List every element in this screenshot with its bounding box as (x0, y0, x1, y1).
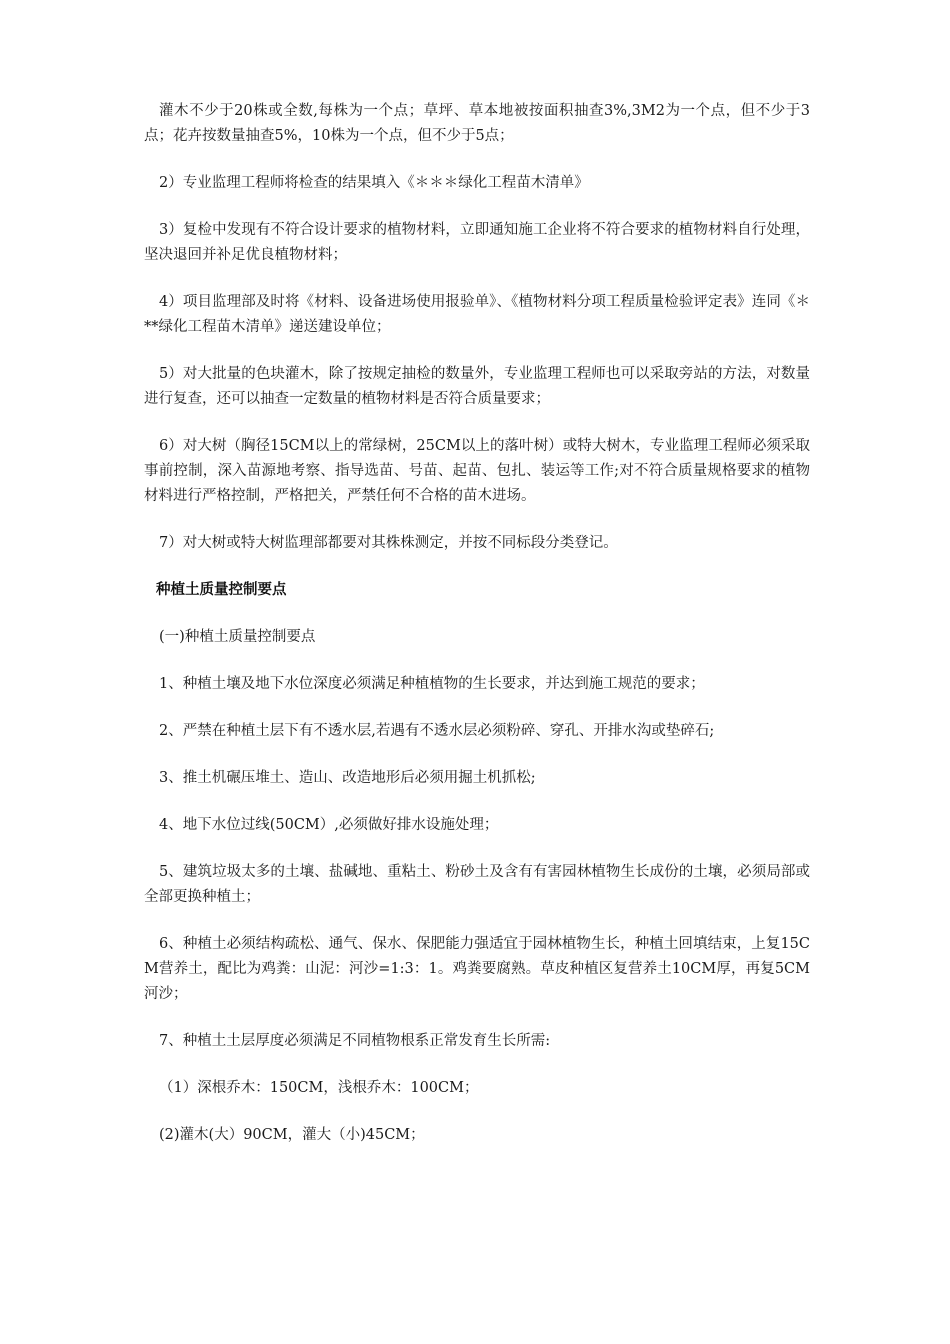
paragraph: 2）专业监理工程师将检查的结果填入《＊＊＊绿化工程苗木清单》 (159, 175, 589, 191)
paragraph: 7）对大树或特大树监理部都要对其株株测定，并按不同标段分类登记。 (159, 535, 618, 551)
list-item: (2)灌木(大）90CM，灌大（小)45CM； (159, 1127, 425, 1143)
section-subheading: (一)种植土质量控制要点 (159, 629, 316, 645)
document-body (144, 99, 810, 1170)
list-item: 1、种植土壤及地下水位深度必须满足种植植物的生长要求，并达到施工规范的要求； (159, 676, 705, 692)
list-item: 2、严禁在种植土层下有不透水层,若遇有不透水层必须粉碎、穿孔、开排水沟或垫碎石; (159, 723, 715, 739)
list-item: 4、地下水位过线(50CM）,必须做好排水设施处理； (159, 817, 499, 833)
paragraph: 5）对大批量的色块灌木，除了按规定抽检的数量外，专业监理工程师也可以采取旁站的方法，对数量进行复查，还可以抽查一定数量的植物材料是否符合质量要求； (144, 366, 810, 407)
list-item: （1）深根乔木：150CM，浅根乔木：100CM； (159, 1080, 479, 1096)
section-heading: 种植土质量控制要点 (156, 582, 287, 598)
list-item: 6、种植土必须结构疏松、通气、保水、保肥能力强适宜于园林植物生长，种植土回填结束，上复15CM营养土，配比为鸡粪：山泥：河沙=1:3：1。鸡粪要腐熟。草皮种植区复营养土10CM厚，再复5CM河沙； (144, 936, 810, 1002)
paragraph: 灌木不少于20株或全数,每株为一个点；草坪、草本地被按面积抽查3%,3M2为一个点，但不少于3点；花卉按数量抽查5%，10株为一个点，但不少于5点； (144, 103, 810, 144)
list-item: 3、推土机碾压堆土、造山、改造地形后必须用掘土机抓松; (159, 770, 536, 786)
paragraph: 3）复检中发现有不符合设计要求的植物材料，立即通知施工企业将不符合要求的植物材料自行处理，坚决退回并补足优良植物材料； (144, 222, 810, 263)
list-item: 7、种植土土层厚度必须满足不同植物根系正常发育生长所需: (159, 1033, 551, 1049)
paragraph: 4）项目监理部及时将《材料、设备进场使用报验单》、《植物材料分项工程质量检验评定表》连同《＊**绿化工程苗木清单》递送建设单位； (144, 294, 810, 335)
list-item: 5、建筑垃圾太多的土壤、盐碱地、重粘土、粉砂土及含有有害园林植物生长成份的土壤，必须局部或全部更换种植土； (144, 864, 810, 905)
paragraph: 6）对大树（胸径15CM以上的常绿树，25CM以上的落叶树）或特大树木，专业监理工程师必须采取事前控制，深入苗源地考察、指导选苗、号苗、起苗、包扎、装运等工作;对不符合质量规格要求的植物材料进行严格控制，严格把关，严禁任何不合格的苗木进场。 (144, 438, 810, 504)
